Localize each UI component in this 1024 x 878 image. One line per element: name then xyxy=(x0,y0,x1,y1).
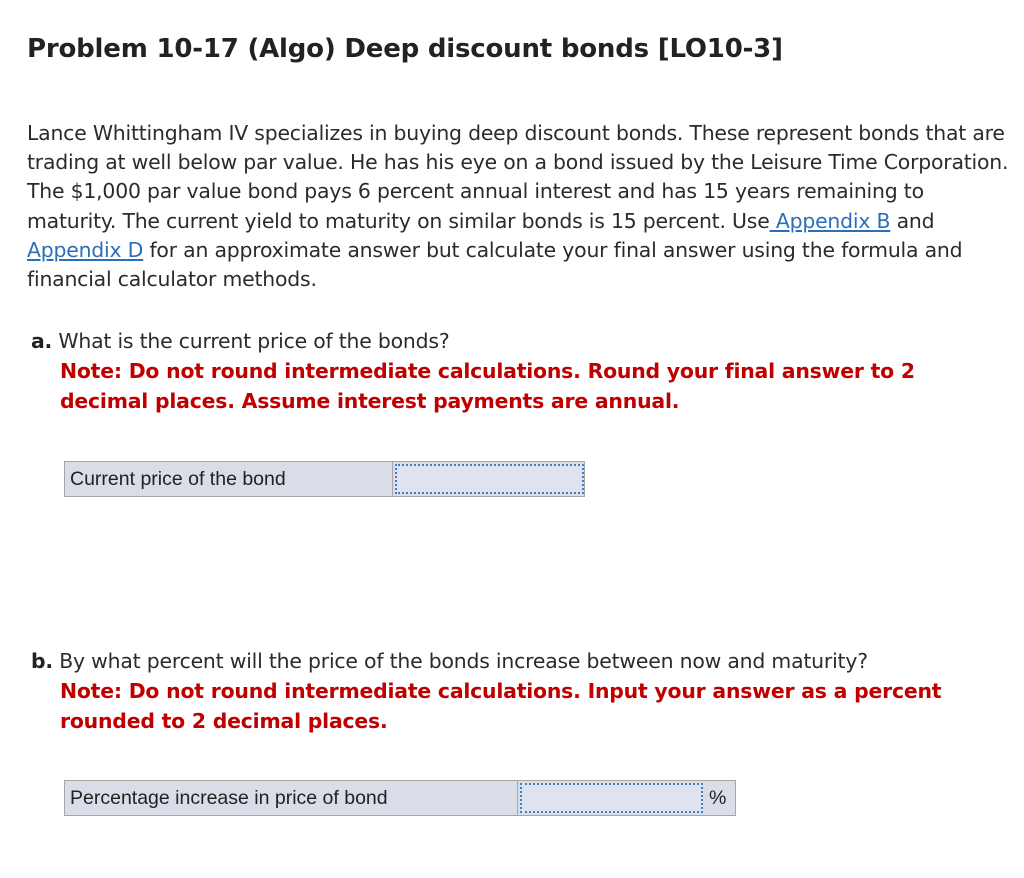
part-a-question xyxy=(31,326,449,356)
current-price-input[interactable] xyxy=(395,464,584,494)
part-a-answer-row xyxy=(64,461,585,497)
appendix-b-link[interactable]: Appendix B xyxy=(769,208,891,233)
part-b-question xyxy=(31,646,868,676)
intro-text-3: for an approximate answer but calculate your final answer using the formula and financial calculator methods. xyxy=(27,237,963,292)
part-b-question-text: By what percent will the price of the bonds increase between now and maturity? xyxy=(52,649,868,673)
part-b-note: Note: Do not round intermediate calculations. Input your answer as a percent rounded to 2 decimal places. xyxy=(60,679,942,733)
appendix-d-link[interactable]: Appendix D xyxy=(27,237,144,262)
part-a-letter: a. xyxy=(31,329,53,353)
part-b-row-label: Percentage increase in price of bond xyxy=(65,781,518,815)
part-a-row-label: Current price of the bond xyxy=(65,462,393,496)
percent-unit: % xyxy=(703,781,735,815)
part-a-note: Note: Do not round intermediate calculations. Round your final answer to 2 decimal places. Assume interest payments are annual. xyxy=(60,359,915,413)
intro-text-1: Lance Whittingham IV specializes in buying deep discount bonds. These represent bonds that are trading at well below par value. He has his eye on a bond issued by the Leisure Time Corporation. The $1,000 par value bond pays 6 percent annual interest and has 15 years remaining to maturity. The current yield to maturity on similar bonds is 15 percent. Use xyxy=(27,121,1009,233)
part-a-question-text: What is the current price of the bonds? xyxy=(52,329,450,353)
intro-text-2: and xyxy=(890,208,935,233)
problem-title: Problem 10-17 (Algo) Deep discount bonds [LO10-3] xyxy=(27,34,783,64)
part-b-letter: b. xyxy=(31,649,53,673)
problem-intro xyxy=(27,119,1017,294)
part-b-answer-row xyxy=(64,780,736,816)
percentage-increase-input[interactable] xyxy=(520,783,703,813)
